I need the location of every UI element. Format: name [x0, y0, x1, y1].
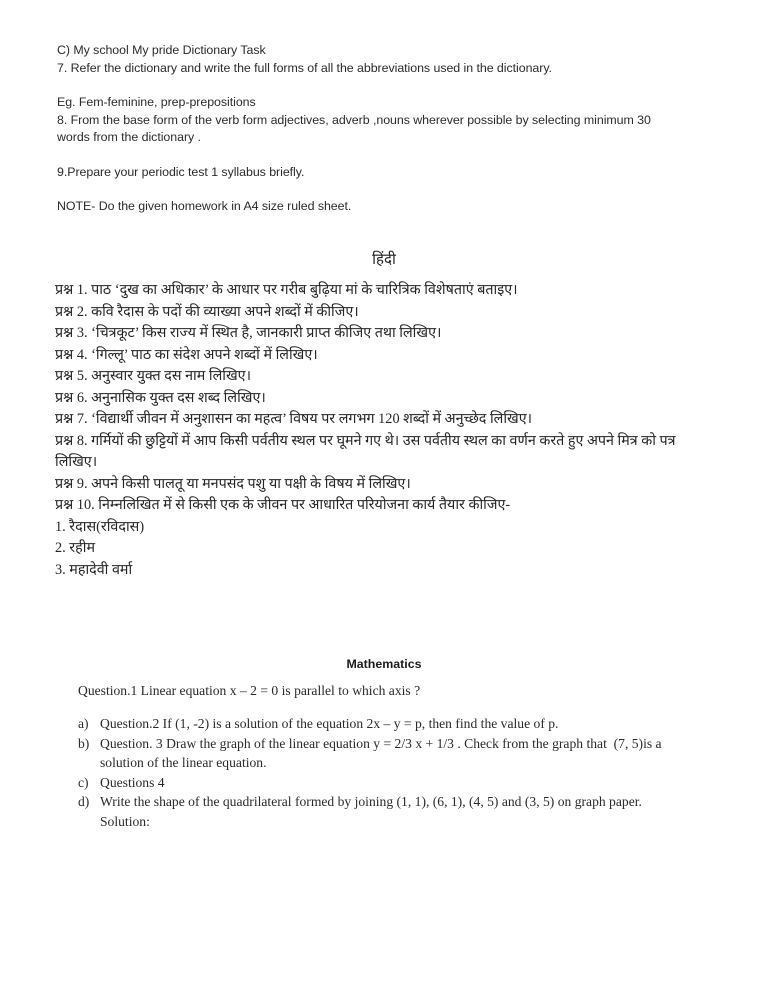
math-solution-label: Solution: [100, 813, 150, 829]
hindi-question-5: प्रश्न 5. अनुस्वार युक्त दस नाम लिखिए। [55, 368, 251, 384]
english-homework-section [57, 42, 682, 216]
math-list-item [78, 773, 686, 793]
spacer [57, 147, 682, 164]
hindi-question-2: प्रश्न 2. कवि रैदास के पदों की व्याख्या अपने शब्दों में कीजिए। [55, 303, 359, 320]
math-list-marker: d) [78, 794, 90, 809]
hindi-section-heading: हिंदी [372, 251, 396, 268]
mathematics-section-heading: Mathematics [346, 657, 422, 671]
math-list-item-text: Question.2 If (1, -2) is a solution of the equation 2x – y = p, then find the value of p. [100, 716, 559, 731]
math-list-item [78, 714, 686, 734]
hindi-question-3: प्रश्न 3. ‘चित्रकूट’ किस राज्य में स्थित है, जानकारी प्राप्त कीजिए तथा लिखिए। [55, 325, 442, 341]
math-list-item-text: Question. 3 Draw the graph of the linear equation y = 2/3 x + 1/3 . Check from the graph that (7, 5)is a solution of the linear equation. [100, 735, 665, 770]
math-list-item-text: Questions 4 [100, 774, 165, 790]
hindi-questions-section [55, 280, 715, 581]
math-list-marker: b) [78, 735, 90, 751]
hindi-project-option-3: 3. महादेवी वर्मा [55, 561, 133, 578]
math-question-1: Question.1 Linear equation x – 2 = 0 is parallel to which axis ? [78, 683, 421, 698]
spacer [57, 181, 682, 198]
hindi-question-7: प्रश्न 7. ‘विद्यार्थी जीवन में अनुशासन का महत्व’ विषय पर लगभग 120 शब्दों में अनुच्छेद लिखिए। [55, 411, 533, 427]
hindi-question-8: प्रश्न 8. गर्मियों की छुट्टियों में आप किसी पर्वतीय स्थल पर घूमने गए थे। उस पर्वतीय स्थल का वर्णन करते हुए अपने मित्र को पत्र लिखिए। [55, 432, 680, 470]
hindi-project-option-2: 2. रहीम [55, 540, 95, 556]
math-question-list [78, 714, 686, 812]
mathematics-section [78, 681, 686, 831]
hindi-question-1: प्रश्न 1. पाठ ‘दुख का अधिकार’ के आधार पर गरीब बुढ़िया मां के चारित्रिक विशेषताएं बताइए। [55, 282, 518, 298]
spacer [57, 77, 682, 94]
english-line-question-7: 7. Refer the dictionary and write the full forms of all the abbreviations used in the dictionary. [57, 60, 552, 75]
english-line-note: NOTE- Do the given homework in A4 size ruled sheet. [57, 199, 352, 213]
math-list-marker: c) [78, 774, 89, 790]
hindi-question-9: प्रश्न 9. अपने किसी पालतू या मनपसंद पशु या पक्षी के विषय में लिखिए। [55, 475, 411, 492]
math-list-marker: a) [78, 716, 89, 731]
math-list-item-text: Write the shape of the quadrilateral formed by joining (1, 1), (6, 1), (4, 5) and (3, 5) on graph paper. [100, 794, 642, 809]
hindi-question-4: प्रश्न 4. ‘गिल्लू’ पाठ का संदेश अपने शब्दों में लिखिए। [55, 346, 318, 363]
english-line-dictionary-task: C) My school My pride Dictionary Task [57, 43, 266, 57]
hindi-question-10: प्रश्न 10. निम्नलिखित में से किसी एक के जीवन पर आधारित परियोजना कार्य तैयार कीजिए- [55, 497, 511, 513]
english-line-example: Eg. Fem-feminine, prep-prepositions [57, 95, 256, 109]
math-list-item [78, 734, 686, 773]
spacer [78, 700, 686, 714]
hindi-question-6: प्रश्न 6. अनुनासिक युक्त दस शब्द लिखिए। [55, 389, 266, 406]
hindi-project-option-1: 1. रैदास(रविदास) [55, 518, 145, 535]
english-line-question-8: 8. From the base form of the verb form adjectives, adverb ,nouns wherever possible by selecting minimum 30 words from the dictionary . [57, 112, 655, 144]
english-line-question-9: 9.Prepare your periodic test 1 syllabus briefly. [57, 164, 305, 179]
math-list-item [78, 792, 686, 812]
